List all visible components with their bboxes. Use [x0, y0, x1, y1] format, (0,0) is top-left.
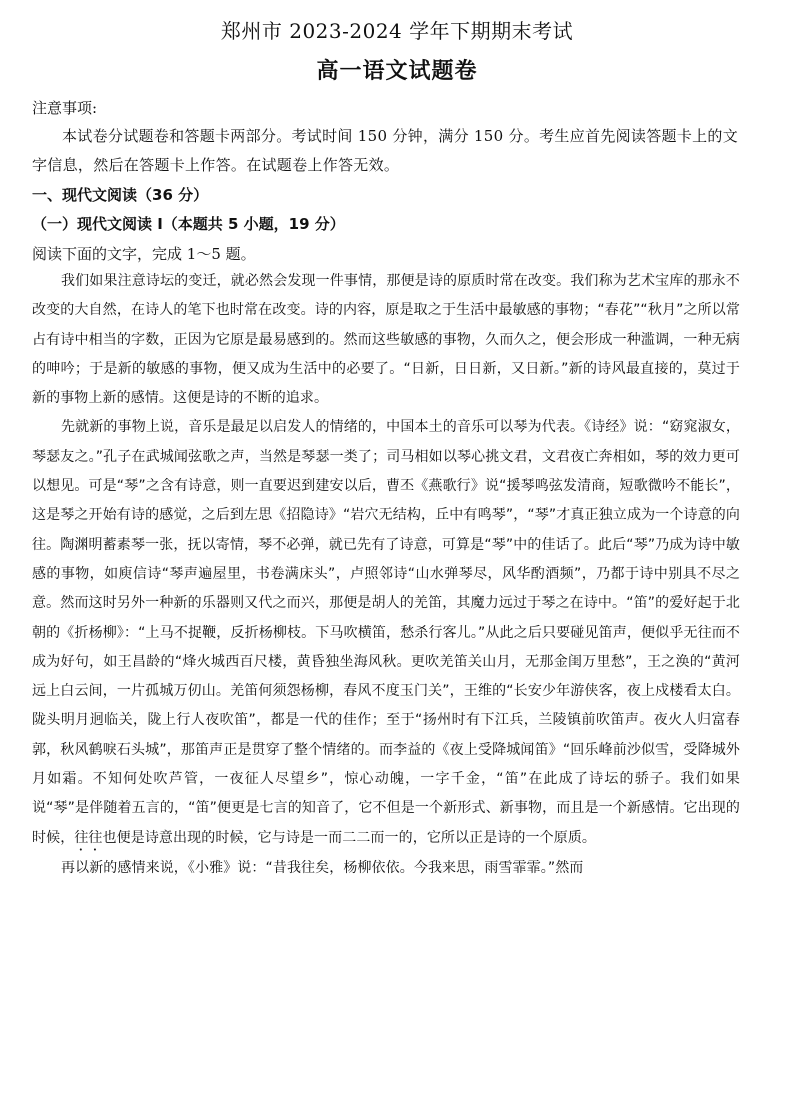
reading-instruction: 阅读下面的文字，完成 1～5 题。 [32, 245, 256, 263]
passage-paragraph-3: 再以新的感情来说，《小雅》说：“昔我往矣，杨柳依依。今我来思，雨雪霏霏。”然而 [61, 859, 584, 876]
emphasized-word: 往往 [74, 829, 103, 846]
reading-passage [32, 267, 740, 883]
paper-title: 高一语文试题卷 [316, 59, 478, 84]
section-heading: 一、现代文阅读（36 分） [32, 186, 209, 204]
subsection-heading: （一）现代文阅读 I（本题共 5 小题，19 分） [32, 215, 345, 233]
passage-paragraph-2 [32, 413, 740, 853]
notice-text: 本试卷分试题卷和答题卡两部分。考试时间 150 分钟，满分 150 分。考生应首先阅读答题卡上的文字信息，然后在答题卡上作答。在试题卷上作答无效。 [32, 127, 739, 174]
passage-paragraph-2-text-a: 先就新的事物上说，音乐是最足以启发人的情绪的，中国本土的音乐可以琴为代表。《诗经》说：“窈窕淑女，琴瑟友之。”孔子在武城闻弦歌之声，当然是琴瑟一类了；司马相如以琴心挑文君，文君夜亡奔相如，琴的效力更可以想见。可是“琴”之含有诗意，则一直要迟到建安以后，曹丕《燕歌行》说“援琴鸣弦发清商，短歌微吟不能长”，这是琴之开始有诗的感觉，之后到左思《招隐诗》“岩穴无结构，丘中有鸣琴”，“琴”才真正独立成为一个诗意的向往。陶渊明蓄素琴一张，抚以寄情，琴不必弹，就已先有了诗意，可算是“琴”中的佳话了。此后“琴”乃成为诗中敏感的事物，如庾信诗“琴声遍屋里，书卷满床头”，卢照邻诗“山水弹琴尽，风华酌酒频”，乃都于诗中别具不尽之意。然而这时另外一种新的乐器则又代之而兴，那便是胡人的羌笛，其魔力远过于琴之在诗中。“笛”的爱好起于北朝的《折杨柳》：“上马不捉鞭，反折杨柳枝。下马吹横笛，愁杀行客儿。”从此之后只要碰见笛声，便似乎无往而不成为好句，如王昌龄的“烽火城西百尺楼，黄昏独坐海风秋。更吹羌笛关山月，无那金闺万里愁”，王之涣的“黄河远上白云间，一片孤城万仞山。羌笛何须怨杨柳，春风不度玉门关”，王维的“长安少年游侠客，夜上戍楼看太白。陇头明月迥临关，陇上行人夜吹笛”，都是一代的佳作；至于“扬州时有下江兵，兰陵镇前吹笛声。夜火人归富春郭，秋风鹤唳石头城”，那笛声正是贯穿了整个情绪的。而李益的《夜上受降城闻笛》“回乐峰前沙似雪，受降城外月如霜。不知何处吹芦管，一夜征人尽望乡”，惊心动魄，一字千金，“笛”在此成了诗坛的骄子。我们如果说“琴”是伴随着五言的，“笛”便更是七言的知音了，它不但是一个新形式、新事物，而且是一个新感情。它出现的时候， [32, 419, 740, 846]
exam-title: 郑州市 2023-2024 学年下期期末考试 [220, 19, 574, 43]
passage-paragraph-2-text-b: 也便是诗意出现的时候，它与诗是一而二二而一的，它所以正是诗的一个原质。 [102, 829, 597, 846]
passage-paragraph-1: 我们如果注意诗坛的变迁，就必然会发现一件事情，那便是诗的原质时常在改变。我们称为艺术宝库的那永不改变的大自然，在诗人的笔下也时常在改变。诗的内容，原是取之于生活中最敏感的事物；“春花”“秋月”之所以常占有诗中相当的字数，正因为它原是最易感到的。然而这些敏感的事物，久而久之，便会形成一种滥调，一种无病的呻吟；于是新的敏感的事物，便又成为生活中的必要了。“日新，日日新，又日新。”新的诗风最直接的，莫过于新的事物上新的感情。这便是诗的不断的追求。 [32, 273, 740, 407]
notice-label: 注意事项: [32, 99, 98, 117]
